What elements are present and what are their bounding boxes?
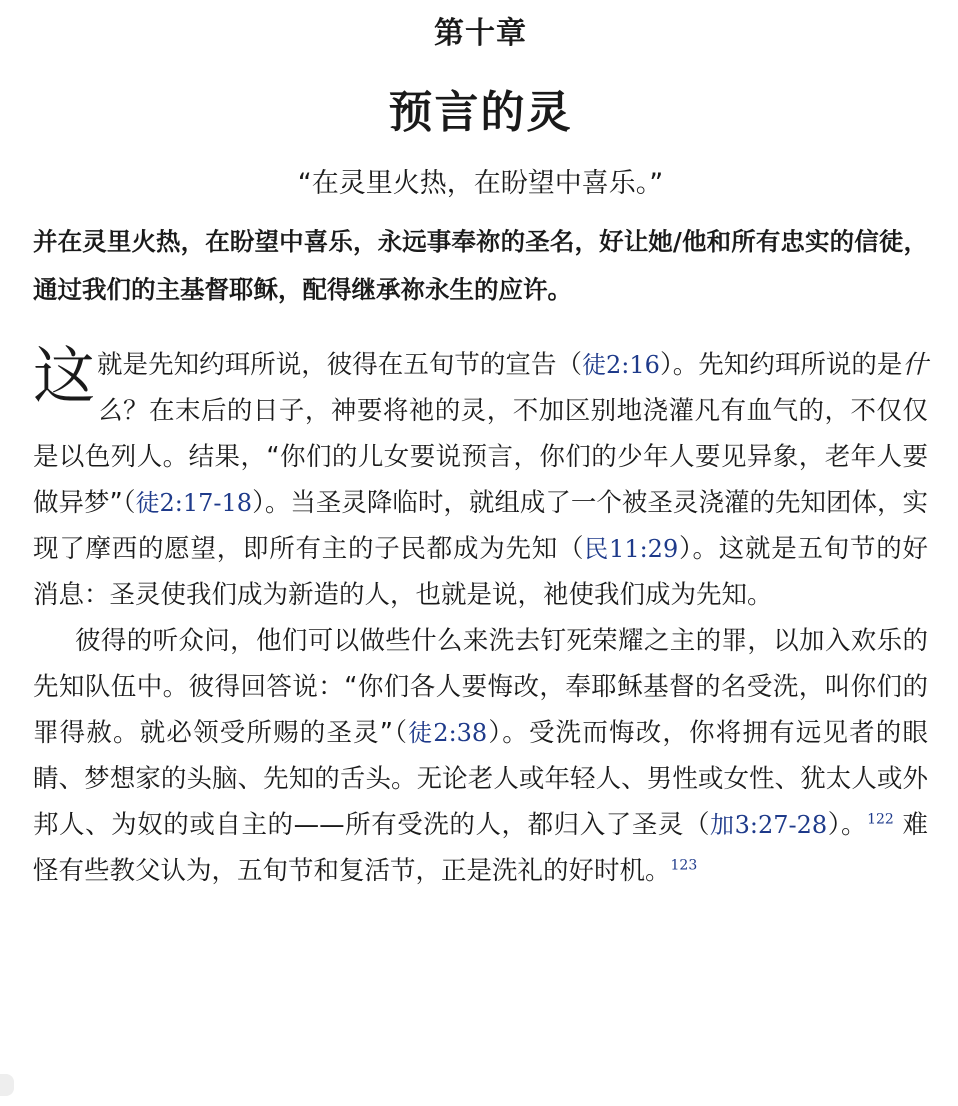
paragraph-text: ）。当圣灵降临时，就组成了一个被圣灵浇灌的先知团体，实现了摩西的愿望，即所有主的子民都成为先知（ (33, 488, 928, 564)
scripture-link[interactable]: 徒2:17-18 (135, 489, 253, 517)
scripture-link[interactable]: 加3:27-28 (710, 811, 828, 839)
paragraph-text: ）。先知约珥所说的是 (659, 350, 903, 380)
paragraph-text: ？在末后的日子，神要将祂的灵，不加区别地浇灌凡有血气的，不仅仅是以色列人。结果，“你们的儿女要说预言，你们的少年人要见异象，老年人要做异梦”（ (33, 396, 928, 518)
drop-cap: 这 (33, 339, 96, 412)
chapter-title: 预言的灵 (388, 87, 573, 138)
paragraph-text: ）。这就是五旬节的好消息：圣灵使我们成为新造的人，也就是说，祂使我们成为先知。 (33, 534, 928, 610)
footnote-link[interactable]: 123 (670, 857, 698, 874)
paragraph-2 (33, 618, 928, 894)
emphasis-text: 什么 (97, 350, 928, 426)
paragraph-text: 难怪有些教父认为，五旬节和复活节，正是洗礼的好时机。 (33, 810, 928, 886)
chapter-label: 第十章 (434, 16, 527, 51)
body-text (33, 339, 928, 894)
scroll-handle[interactable] (0, 1074, 14, 1096)
paragraph-1 (33, 339, 928, 618)
paragraph-text: ）。受洗而悔改，你将拥有远见者的眼睛、梦想家的头脑、先知的舌头。无论老人或年轻人、男性或女性、犹太人或外邦人、为奴的或自主的——所有受洗的人，都归入了圣灵（ (33, 718, 928, 840)
paragraph-text: ）。 (827, 810, 868, 840)
book-page (33, 0, 928, 894)
scripture-link[interactable]: 徒2:38 (408, 719, 488, 747)
scripture-link[interactable]: 徒2:16 (582, 351, 660, 379)
scripture-link[interactable]: 民11:29 (584, 535, 679, 563)
paragraph-text: 就是先知约珥所说，彼得在五旬节的宣告（ (97, 350, 582, 380)
footnote-link[interactable]: 122 (867, 811, 894, 828)
prayer-paragraph: 并在灵里火热，在盼望中喜乐，永远事奉祢的圣名，好让她/他和所有忠实的信徒，通过我们的主基督耶稣，配得继承祢永生的应许。 (33, 227, 928, 304)
paragraph-text: 彼得的听众问，他们可以做些什么来洗去钉死荣耀之主的罪，以加入欢乐的先知队伍中。彼得回答说：“你们各人要悔改，奉耶稣基督的名受洗，叫你们的罪得赦。就必领受所赐的圣灵”（ (33, 626, 928, 748)
epigraph: “在灵里火热，在盼望中喜乐。” (297, 168, 664, 199)
